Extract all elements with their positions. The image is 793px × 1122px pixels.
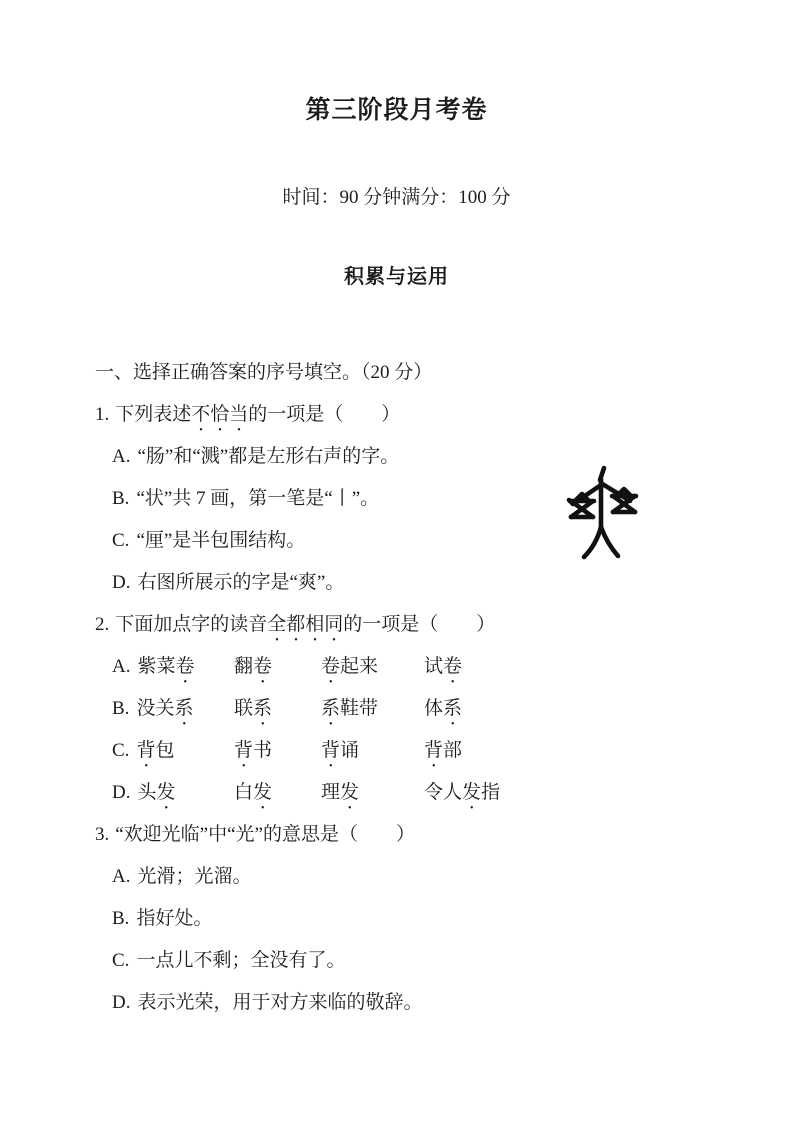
q2-stem-emphasized: 全都相同 — [267, 614, 344, 635]
q1-option-d-label: D. — [112, 572, 131, 593]
q2-row-d-cell-1: D. 头发 — [112, 782, 176, 803]
q1-stem-post: 的一项是（ ） — [248, 404, 401, 425]
q1-option-a-label: A. — [112, 446, 131, 467]
q2-row-a-cell-4: 试卷 — [424, 656, 463, 677]
q2-row-b-cell-4: 体系 — [424, 698, 463, 719]
q2-row-d-cell-4: 令人发指 — [424, 782, 501, 803]
q2-row-b-cell-1: B. 没关系 — [112, 698, 194, 719]
question-1-number: 1. — [95, 404, 110, 425]
q1-option-b-label: B. — [112, 488, 130, 509]
q1-option-b-text: “状”共 7 画，第一笔是“丨”。 — [136, 488, 380, 509]
q3-option-b — [112, 898, 793, 940]
question-3-stem — [95, 814, 793, 856]
q2-row-b-cell-2: 联系 — [234, 698, 273, 719]
q3-option-c-label: C. — [112, 950, 130, 971]
paper-header — [0, 0, 793, 289]
q3-option-b-label: B. — [112, 908, 130, 929]
q2-row-c-label: C. — [112, 740, 130, 761]
page-title: 第三阶段月考卷 — [305, 97, 488, 124]
q2-row-a-cell-2: 翻卷 — [234, 656, 273, 677]
q2-row-c — [112, 730, 793, 772]
q2-row-d-cell-3: 理发 — [321, 782, 360, 803]
q2-row-b-label: B. — [112, 698, 130, 719]
q3-option-c-text: 一点儿不剩；全没有了。 — [136, 950, 346, 971]
q1-option-b — [112, 478, 793, 520]
q3-option-d-label: D. — [112, 992, 131, 1013]
q2-row-d-cell-2: 白发 — [234, 782, 273, 803]
q2-stem-pre: 下面加点字的读音 — [115, 614, 268, 635]
exam-time-score: 时间：90 分钟满分：100 分 — [282, 187, 511, 208]
oracle-script-shuang-glyph-icon — [561, 464, 653, 562]
q3-option-d — [112, 982, 793, 1024]
q1-option-d — [112, 562, 793, 604]
q2-row-a-cell-3: 卷起来 — [321, 656, 379, 677]
q1-option-c-label: C. — [112, 530, 130, 551]
q2-row-d — [112, 772, 793, 814]
part1-heading: 一、选择正确答案的序号填空。（20 分） — [95, 362, 433, 383]
q2-row-c-cell-1: C. 背包 — [112, 740, 175, 761]
question-1-stem — [95, 394, 793, 436]
q2-row-a-label: A. — [112, 656, 131, 677]
question-2-stem — [95, 604, 793, 646]
question-3-number: 3. — [95, 824, 110, 845]
q3-option-a — [112, 856, 793, 898]
paper-body — [95, 352, 793, 1024]
section-header: 积累与运用 — [344, 266, 449, 288]
q1-option-a — [112, 436, 793, 478]
q3-option-a-text: 光滑；光溜。 — [137, 866, 252, 887]
q3-option-d-text: 表示光荣，用于对方来临的敬辞。 — [137, 992, 423, 1013]
oracle-script-shuang-glyph-figure — [561, 464, 653, 562]
question-2-number: 2. — [95, 614, 110, 635]
q2-row-a-cell-1: A. 紫菜卷 — [112, 656, 195, 677]
q2-row-c-cell-3: 背诵 — [321, 740, 360, 761]
q2-row-d-label: D. — [112, 782, 131, 803]
q1-stem-emphasized: 不恰当 — [191, 404, 249, 425]
q2-row-c-cell-2: 背书 — [234, 740, 273, 761]
q1-option-a-text: “肠”和“溅”都是左形右声的字。 — [137, 446, 400, 467]
q1-option-c-text: “厘”是半包围结构。 — [136, 530, 306, 551]
q2-stem-post: 的一项是（ ） — [343, 614, 496, 635]
q1-option-c — [112, 520, 793, 562]
q1-option-d-text: 右图所展示的字是“爽”。 — [137, 572, 345, 593]
q3-stem-text: “欢迎光临”中“光”的意思是（ ） — [115, 824, 415, 845]
q2-row-a — [112, 646, 793, 688]
q2-row-c-cell-4: 背部 — [424, 740, 463, 761]
q3-option-b-text: 指好处。 — [136, 908, 213, 929]
q2-row-b — [112, 688, 793, 730]
q3-option-a-label: A. — [112, 866, 131, 887]
q3-option-c — [112, 940, 793, 982]
q1-stem-pre: 下列表述 — [115, 404, 192, 425]
q2-row-b-cell-3: 系鞋带 — [321, 698, 379, 719]
